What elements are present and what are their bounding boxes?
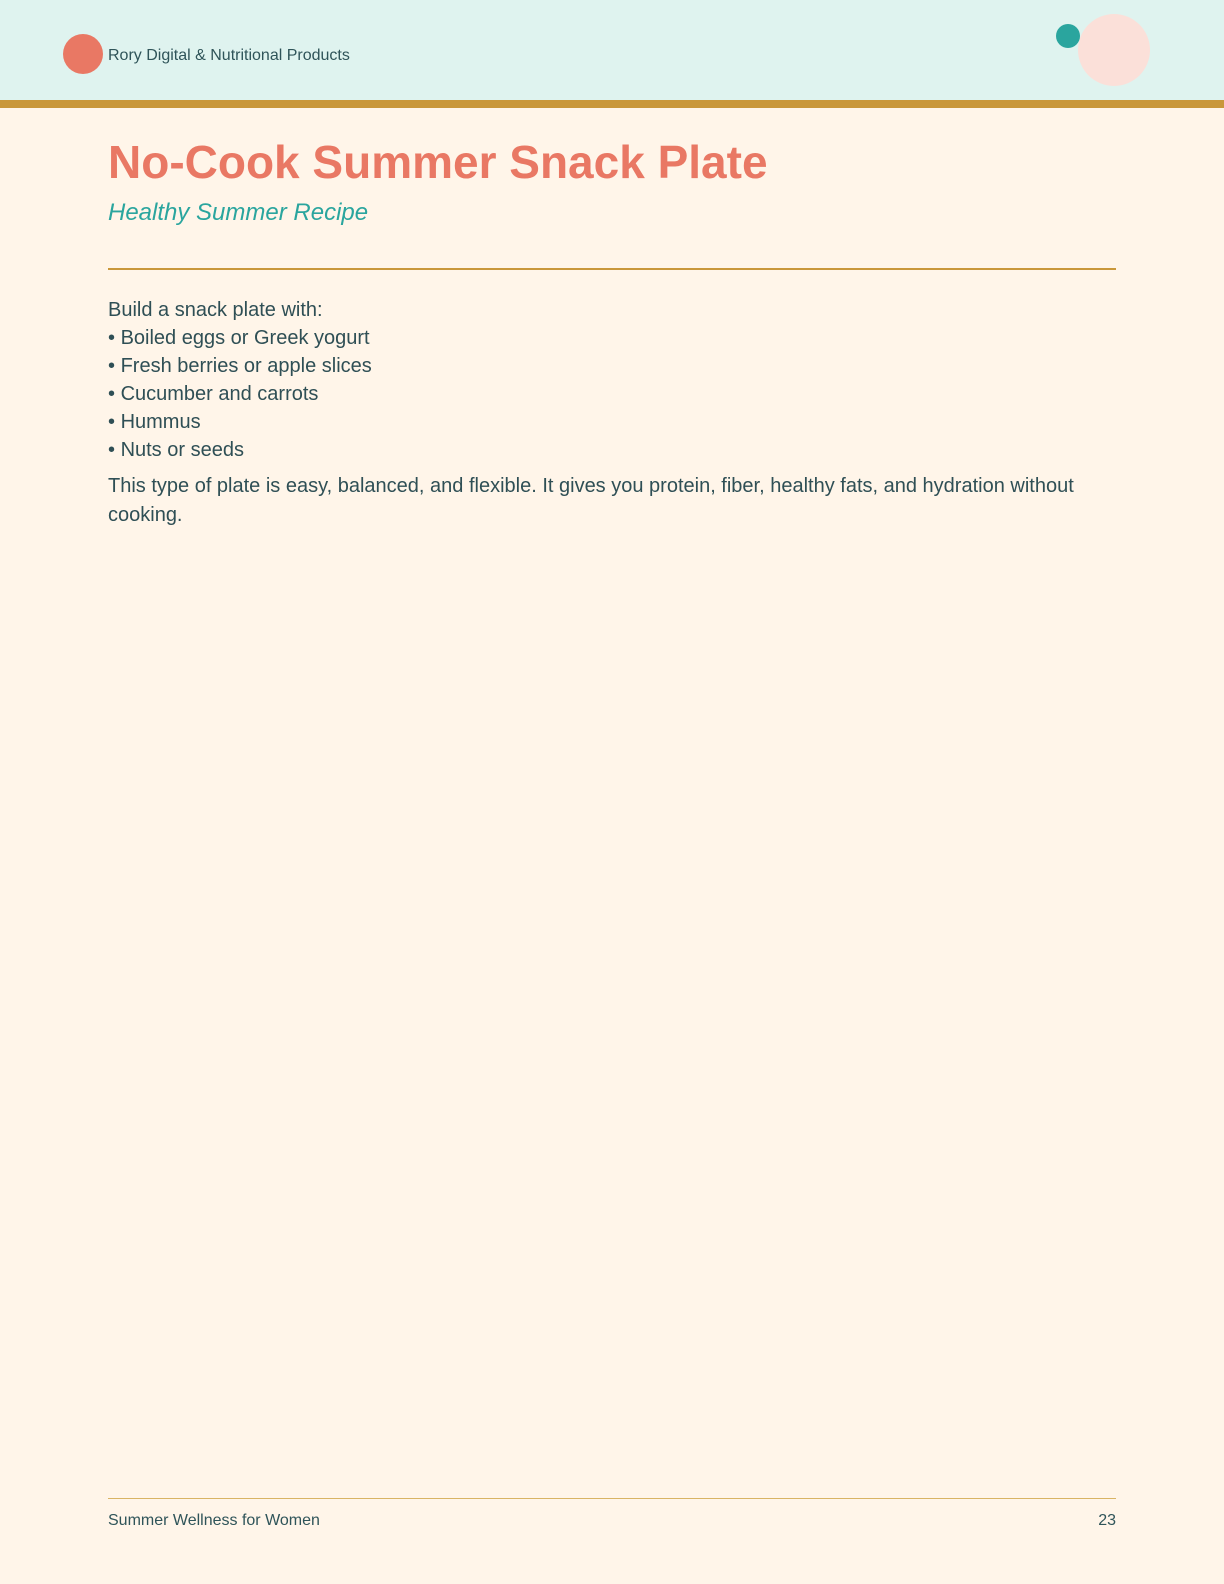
list-item: • Fresh berries or apple slices bbox=[108, 352, 1116, 380]
page-subtitle: Healthy Summer Recipe bbox=[108, 198, 369, 226]
header-accent-bar bbox=[0, 100, 1224, 108]
footer-divider bbox=[108, 1498, 1116, 1499]
decorative-small-circle bbox=[1056, 24, 1080, 48]
brand-logo-circle bbox=[63, 34, 103, 74]
list-item: • Hummus bbox=[108, 408, 1116, 436]
ingredient-list bbox=[108, 324, 1116, 464]
brand-name: Rory Digital & Nutritional Products bbox=[108, 47, 350, 64]
description-paragraph: This type of plate is easy, balanced, and flexible. It gives you protein, fiber, healthy fats, and hydration without cooking. bbox=[108, 474, 1074, 526]
intro-text: Build a snack plate with: bbox=[108, 298, 323, 321]
footer-book-title: Summer Wellness for Women bbox=[108, 1512, 320, 1529]
decorative-large-circle bbox=[1078, 14, 1150, 86]
main-content bbox=[108, 136, 1116, 530]
list-item: • Cucumber and carrots bbox=[108, 380, 1116, 408]
page-number: 23 bbox=[1098, 1512, 1116, 1529]
page-header bbox=[0, 0, 1224, 100]
page-title: No-Cook Summer Snack Plate bbox=[108, 136, 768, 188]
section-divider bbox=[108, 268, 1116, 270]
list-item: • Boiled eggs or Greek yogurt bbox=[108, 324, 1116, 352]
list-item: • Nuts or seeds bbox=[108, 436, 1116, 464]
